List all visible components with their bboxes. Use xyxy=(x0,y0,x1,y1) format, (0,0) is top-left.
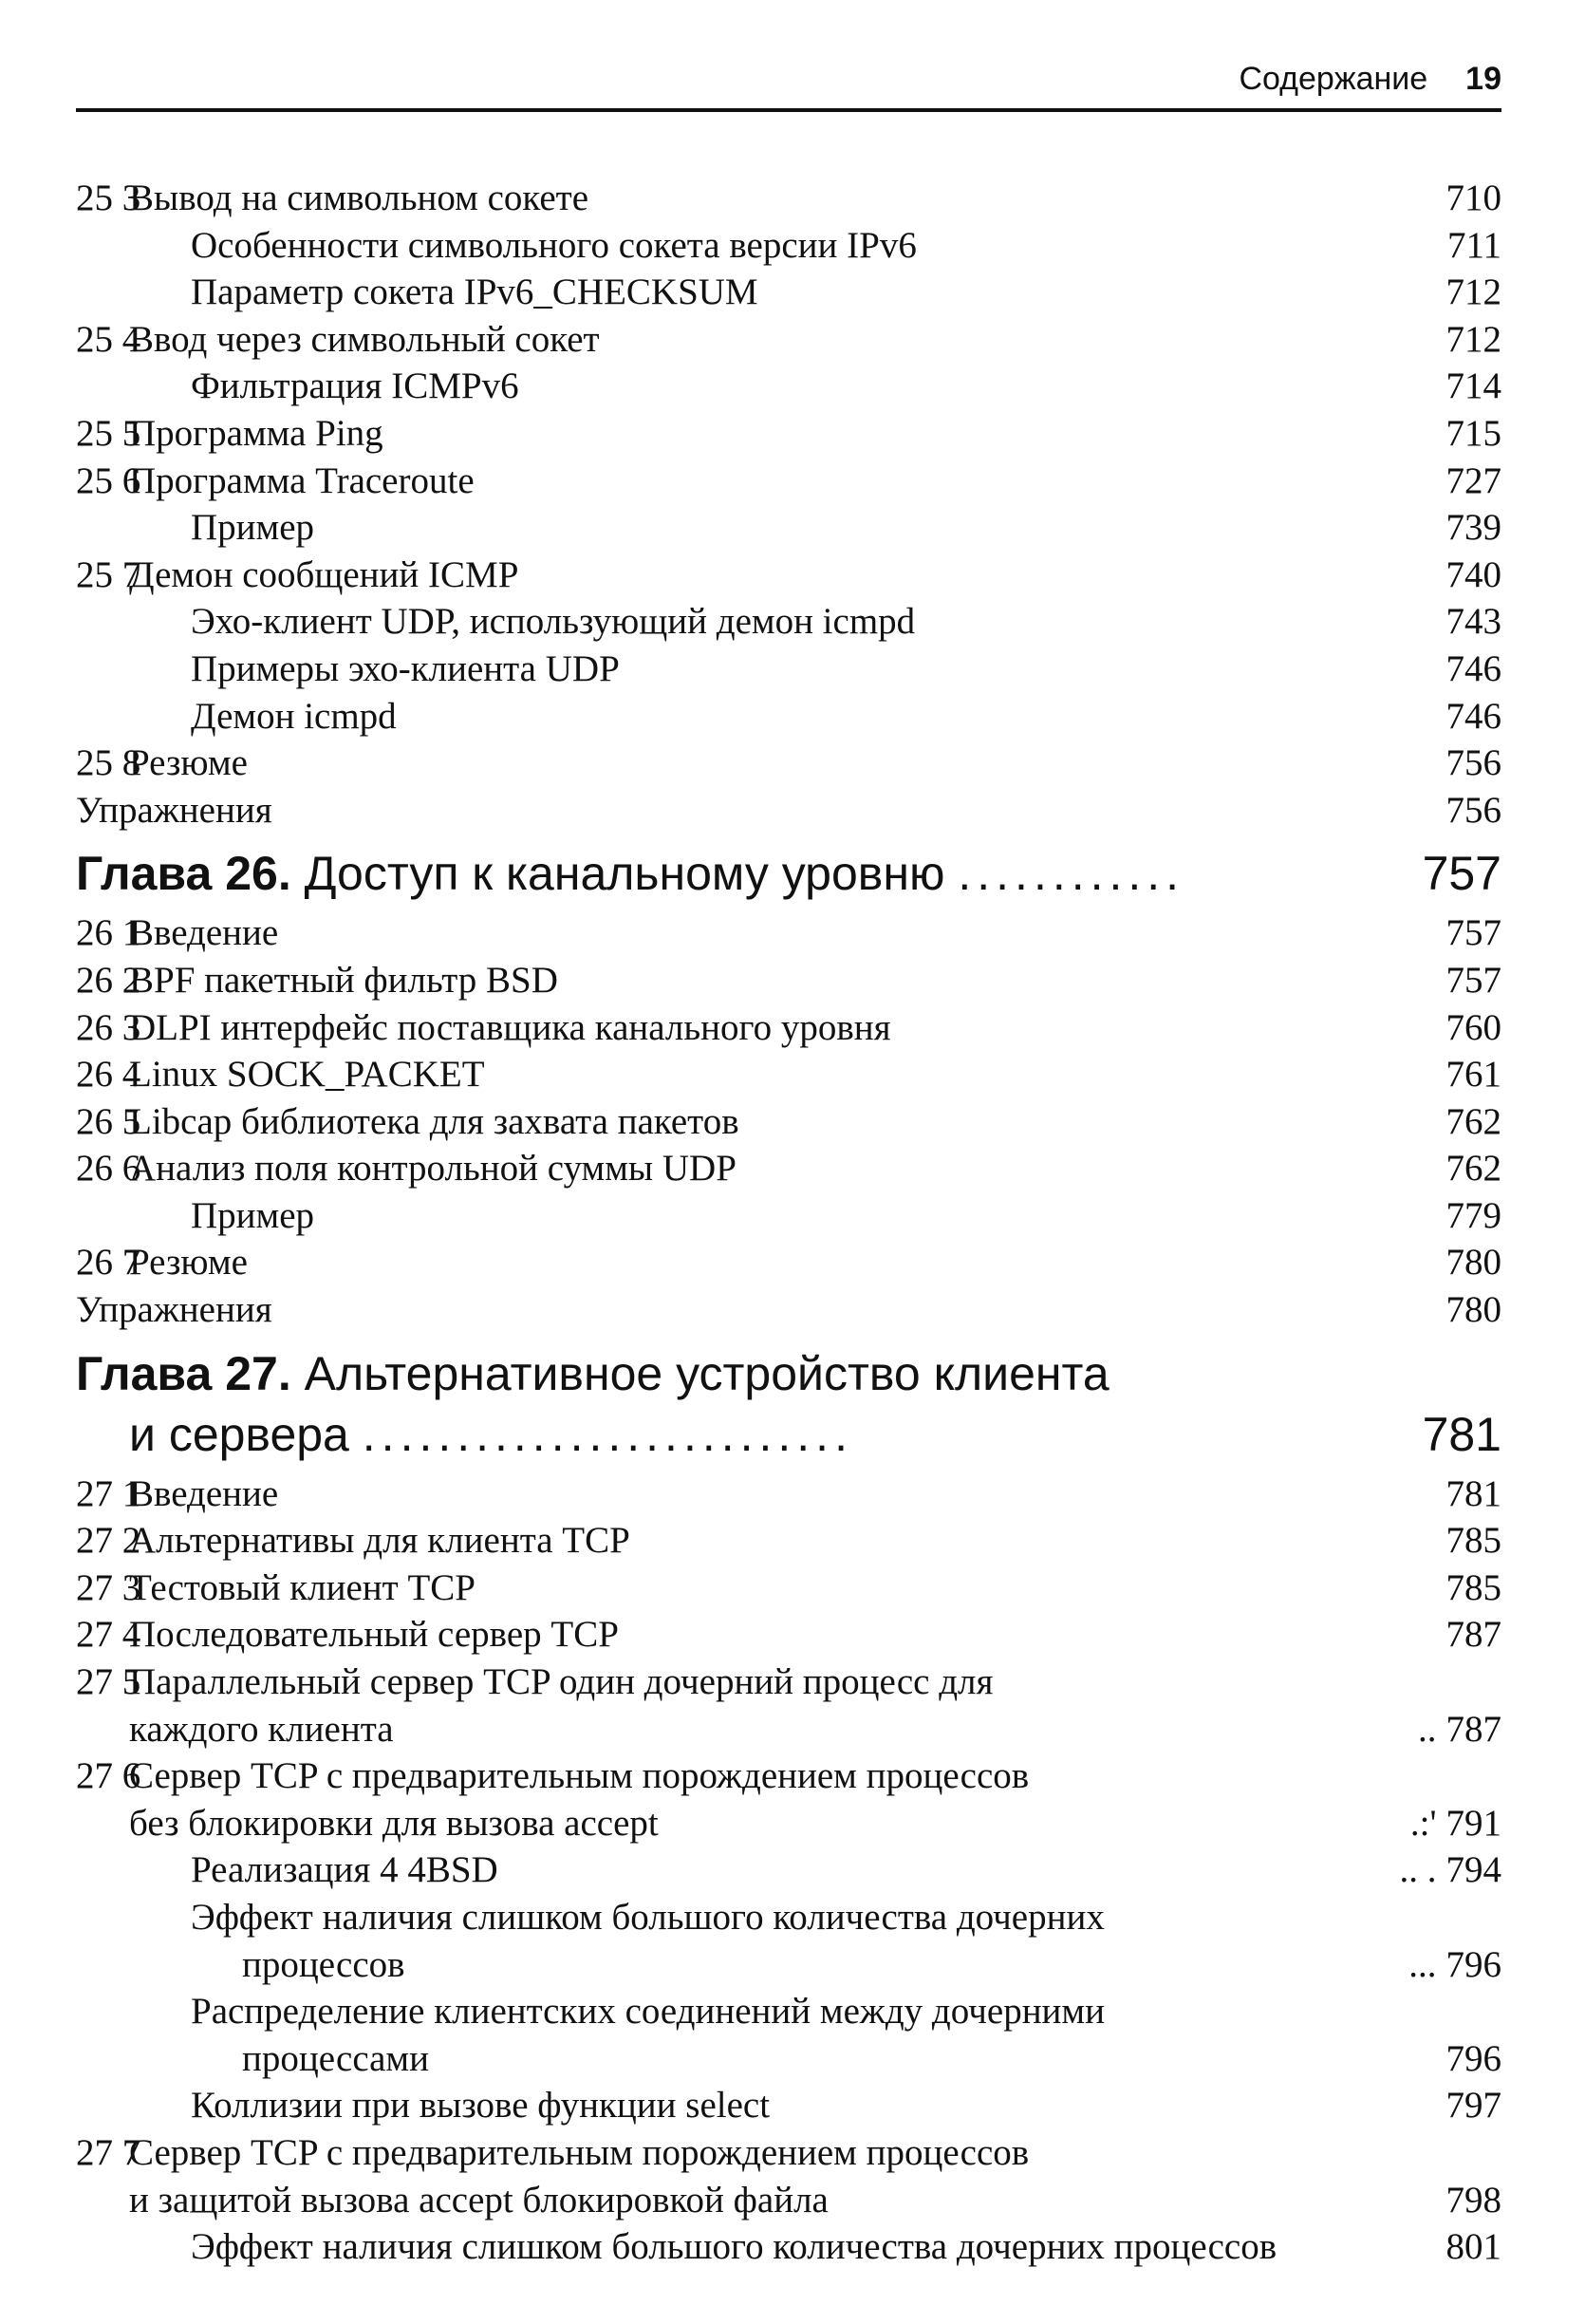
entry-page-number: 712 xyxy=(1445,318,1501,360)
toc-entry xyxy=(76,2082,1501,2129)
entry-title: Демон сообщений ICMP xyxy=(129,553,519,595)
entry-page xyxy=(1446,693,1502,740)
section-number: 26 2 xyxy=(76,959,141,1001)
toc-entry xyxy=(76,316,1501,364)
entry-page-number: 746 xyxy=(1445,695,1501,737)
toc-entry xyxy=(76,1611,1501,1659)
entry-title: Особенности символьного сокета версии IPv6 xyxy=(191,224,917,266)
chapter-title: Доступ к канальному уровню xyxy=(304,847,945,901)
entry-page-number: 797 xyxy=(1445,2085,1501,2127)
toc-entry xyxy=(76,410,1501,458)
chapter-heading-line xyxy=(76,843,1501,904)
entry-page-number: 785 xyxy=(1445,1520,1501,1562)
entry-page-number: 762 xyxy=(1445,1100,1501,1142)
entry-page xyxy=(1446,740,1502,787)
entry-page-number: 796 xyxy=(1445,1943,1501,1985)
entry-page-number: 785 xyxy=(1445,1566,1501,1608)
entry-page-number: 711 xyxy=(1446,224,1501,266)
section-number: 26 6 xyxy=(76,1148,141,1190)
toc-entry xyxy=(76,787,1501,834)
section-number: 27 3 xyxy=(76,1566,141,1608)
entry-page-number: 712 xyxy=(1445,272,1501,313)
entry-page-number: 715 xyxy=(1445,412,1501,454)
section-number: 25 7 xyxy=(76,553,141,595)
entry-title: Распределение клиентских соединений между дочерними xyxy=(191,1991,1105,2033)
entry-page-number: 780 xyxy=(1445,1242,1501,1284)
entry-page-number: 780 xyxy=(1445,1289,1501,1331)
section-number: 26 7 xyxy=(76,1242,141,1284)
chapter-page: 781 xyxy=(1422,1407,1501,1461)
entry-page xyxy=(1446,1098,1502,1146)
toc-entry xyxy=(76,693,1501,740)
entry-page xyxy=(1447,222,1501,270)
entry-page xyxy=(1446,552,1502,599)
entry-page xyxy=(1446,646,1502,693)
chapter-page: 757 xyxy=(1422,847,1501,901)
entry-title: Реализация 4 4BSD xyxy=(191,1849,498,1891)
entry-page xyxy=(1446,598,1502,646)
entry-title: Анализ поля контрольной суммы UDP xyxy=(129,1148,737,1190)
chapter-label: Глава 26. xyxy=(76,847,291,901)
entry-page-number: 760 xyxy=(1445,1006,1501,1048)
toc-entry xyxy=(76,2223,1501,2271)
entry-page xyxy=(1446,410,1502,458)
entry-page-number: 743 xyxy=(1445,601,1501,643)
entry-page-number: 739 xyxy=(1445,507,1501,549)
toc-entry xyxy=(76,1286,1501,1334)
section-number: 25 4 xyxy=(76,318,141,360)
entry-title: и защитой вызова accept блокировкой файла xyxy=(129,2179,829,2221)
entry-page xyxy=(1446,957,1502,1004)
entry-title: Коллизии при вызове функции select xyxy=(191,2085,771,2127)
entry-title: Введение xyxy=(129,912,279,954)
entry-page xyxy=(1446,1145,1502,1192)
entry-title: Введение xyxy=(129,1472,279,1514)
entry-page-number: 794 xyxy=(1445,1849,1501,1891)
entry-title: Сервер TCP с предварительным порождением процессов xyxy=(129,1755,1030,1797)
section-number: 25 6 xyxy=(76,459,141,501)
entry-page xyxy=(1446,269,1502,316)
entry-title: процессами xyxy=(242,2037,429,2079)
entry-page-number: 756 xyxy=(1445,789,1501,831)
entry-page xyxy=(1446,458,1502,505)
dot-leader: .. . xyxy=(1399,1849,1437,1891)
toc-entry xyxy=(76,1239,1501,1286)
toc-entry xyxy=(76,1846,1501,1894)
section-number: 26 1 xyxy=(76,912,141,954)
toc-entry xyxy=(76,740,1501,787)
entry-page-number: 781 xyxy=(1445,1472,1501,1514)
toc-entry xyxy=(76,1098,1501,1146)
toc-entry xyxy=(76,909,1501,957)
entry-title: процессов xyxy=(242,1943,405,1985)
dot-leader: .:' xyxy=(1409,1802,1437,1844)
entry-title: Программа Ping xyxy=(129,412,383,454)
entry-title: Эхо-клиент UDP, использующий демон icmpd xyxy=(191,601,916,643)
chapter-heading-line xyxy=(76,1343,1501,1404)
toc-entry xyxy=(76,1004,1501,1052)
chapter-label: Глава 27. xyxy=(76,1346,291,1400)
toc-entry xyxy=(76,1800,1501,1847)
entry-page xyxy=(1446,1051,1502,1098)
entry-title: Сервер TCP с предварительным порождением процессов xyxy=(129,2131,1030,2173)
entry-title: Параметр сокета IPv6_CHECKSUM xyxy=(191,272,758,313)
header-rule xyxy=(76,108,1501,112)
section-number: 26 5 xyxy=(76,1100,141,1142)
entry-page xyxy=(1446,787,1502,834)
entry-page-number: 791 xyxy=(1445,1802,1501,1844)
entry-page-number: 762 xyxy=(1445,1148,1501,1190)
entry-title: Параллельный сервер TCP один дочерний процесс для xyxy=(129,1661,994,1703)
entry-page xyxy=(1446,2082,1502,2129)
entry-page xyxy=(1446,909,1502,957)
toc-entry xyxy=(76,458,1501,505)
toc-entry xyxy=(76,1894,1501,1941)
entry-title: DLPI интерфейс поставщика канального уровня xyxy=(129,1006,891,1048)
toc-entry xyxy=(76,1565,1501,1612)
entry-page-number: 746 xyxy=(1445,647,1501,689)
dot-leader: ... xyxy=(1408,1943,1437,1985)
toc-entry xyxy=(76,269,1501,316)
section-number: 27 5 xyxy=(76,1661,141,1703)
entry-page-number: 801 xyxy=(1445,2226,1501,2268)
entry-page xyxy=(1418,1706,1501,1753)
entry-page-number: 779 xyxy=(1445,1194,1501,1236)
section-number: 26 3 xyxy=(76,1006,141,1048)
entry-title: Упражнения xyxy=(76,1289,272,1331)
entry-title: Резюме xyxy=(129,1242,248,1284)
entry-page xyxy=(1446,1239,1502,1286)
page-number: 19 xyxy=(1465,61,1501,97)
dot-leader: ............ xyxy=(958,847,1185,901)
dot-leader: .......................... xyxy=(362,1407,853,1461)
entry-title: BPF пакетный фильтр BSD xyxy=(129,959,558,1001)
entry-page-number: 761 xyxy=(1445,1054,1501,1096)
entry-page-number: 756 xyxy=(1445,742,1501,784)
entry-page-number: 740 xyxy=(1445,553,1501,595)
entry-title: Ввод через символьный сокет xyxy=(129,318,600,360)
entry-page xyxy=(1446,316,1502,364)
chapter-heading xyxy=(76,1343,1501,1465)
entry-page-number: 798 xyxy=(1445,2179,1501,2221)
entry-page-number: 787 xyxy=(1445,1708,1501,1750)
toc-entry xyxy=(76,1941,1501,1989)
section-number: 26 4 xyxy=(76,1054,141,1096)
entry-title: Пример xyxy=(191,1194,315,1236)
entry-title: Тестовый клиент TCP xyxy=(129,1566,476,1608)
running-header-title: Содержание xyxy=(1239,61,1428,97)
entry-page xyxy=(1446,175,1502,222)
entry-title: Программа Traceroute xyxy=(129,459,475,501)
toc-entry xyxy=(76,222,1501,270)
toc-entry xyxy=(76,957,1501,1004)
entry-page-number: 710 xyxy=(1445,178,1501,218)
toc-entry xyxy=(76,1706,1501,1753)
entry-title: Linux SOCK_PACKET xyxy=(129,1054,485,1096)
toc-entry xyxy=(76,1752,1501,1800)
toc-entry xyxy=(76,1471,1501,1518)
toc-entry xyxy=(76,1192,1501,1240)
entry-title: Примеры эхо-клиента UDP xyxy=(191,647,620,689)
entry-page xyxy=(1400,1846,1502,1894)
entry-page xyxy=(1446,1471,1502,1518)
chapter-heading-line xyxy=(76,1404,1501,1465)
toc-entry xyxy=(76,363,1501,410)
toc-entry xyxy=(76,646,1501,693)
entry-page xyxy=(1446,1286,1502,1334)
entry-title: Эффект наличия слишком большого количества дочерних процессов xyxy=(191,2226,1277,2268)
entry-page xyxy=(1446,1611,1502,1659)
entry-page xyxy=(1410,1800,1501,1847)
section-number: 27 1 xyxy=(76,1472,141,1514)
toc-entry xyxy=(76,1517,1501,1565)
entry-title: Libcap библиотека для захвата пакетов xyxy=(129,1100,739,1142)
section-number: 27 6 xyxy=(76,1755,141,1797)
toc-entry xyxy=(76,1659,1501,1706)
dot-leader: .. xyxy=(1418,1708,1437,1750)
chapter-title: Альтернативное устройство клиента xyxy=(304,1346,1110,1400)
entry-title: Фильтрация ICMPv6 xyxy=(191,365,519,407)
toc-entry xyxy=(76,1051,1501,1098)
entry-page xyxy=(1446,1517,1502,1565)
section-number: 25 8 xyxy=(76,742,141,784)
entry-page xyxy=(1446,1004,1502,1052)
entry-title: Вывод на символьном сокете xyxy=(129,178,589,218)
section-number: 27 4 xyxy=(76,1614,141,1656)
toc-entry xyxy=(76,2035,1501,2083)
entry-title: каждого клиента xyxy=(129,1708,394,1750)
entry-page xyxy=(1408,1941,1501,1989)
entry-title: Упражнения xyxy=(76,789,272,831)
entry-page xyxy=(1446,2223,1502,2271)
entry-title: Пример xyxy=(191,507,315,549)
section-number: 25 5 xyxy=(76,412,141,454)
entry-title: Демон icmpd xyxy=(191,695,397,737)
table-of-contents xyxy=(76,175,1501,2271)
toc-entry xyxy=(76,1988,1501,2035)
toc-entry xyxy=(76,2129,1501,2177)
entry-title: Последовательный сервер TCP xyxy=(129,1614,619,1656)
entry-page xyxy=(1446,2035,1502,2083)
entry-page-number: 714 xyxy=(1445,365,1501,407)
entry-page xyxy=(1446,1192,1502,1240)
entry-page xyxy=(1446,504,1502,552)
entry-page-number: 757 xyxy=(1445,912,1501,954)
toc-entry xyxy=(76,504,1501,552)
section-number: 27 2 xyxy=(76,1520,141,1562)
chapter-title-continued: и сервера xyxy=(129,1407,349,1461)
section-number: 25 3 xyxy=(76,178,141,218)
entry-page xyxy=(1446,1565,1502,1612)
running-header xyxy=(76,61,1501,110)
toc-entry xyxy=(76,2177,1501,2224)
entry-page-number: 757 xyxy=(1445,959,1501,1001)
entry-page-number: 727 xyxy=(1445,459,1501,501)
entry-title: Альтернативы для клиента TCP xyxy=(129,1520,630,1562)
entry-title: без блокировки для вызова accept xyxy=(129,1802,659,1844)
entry-page xyxy=(1446,2177,1502,2224)
toc-entry xyxy=(76,552,1501,599)
toc-entry xyxy=(76,598,1501,646)
chapter-heading xyxy=(76,843,1501,904)
entry-page-number: 787 xyxy=(1445,1614,1501,1656)
entry-title: Резюме xyxy=(129,742,248,784)
entry-page xyxy=(1446,363,1502,410)
toc-entry xyxy=(76,175,1501,222)
entry-page-number: 796 xyxy=(1445,2037,1501,2079)
toc-entry xyxy=(76,1145,1501,1192)
entry-title: Эффект наличия слишком большого количества дочерних xyxy=(191,1897,1105,1938)
section-number: 27 7 xyxy=(76,2131,141,2173)
